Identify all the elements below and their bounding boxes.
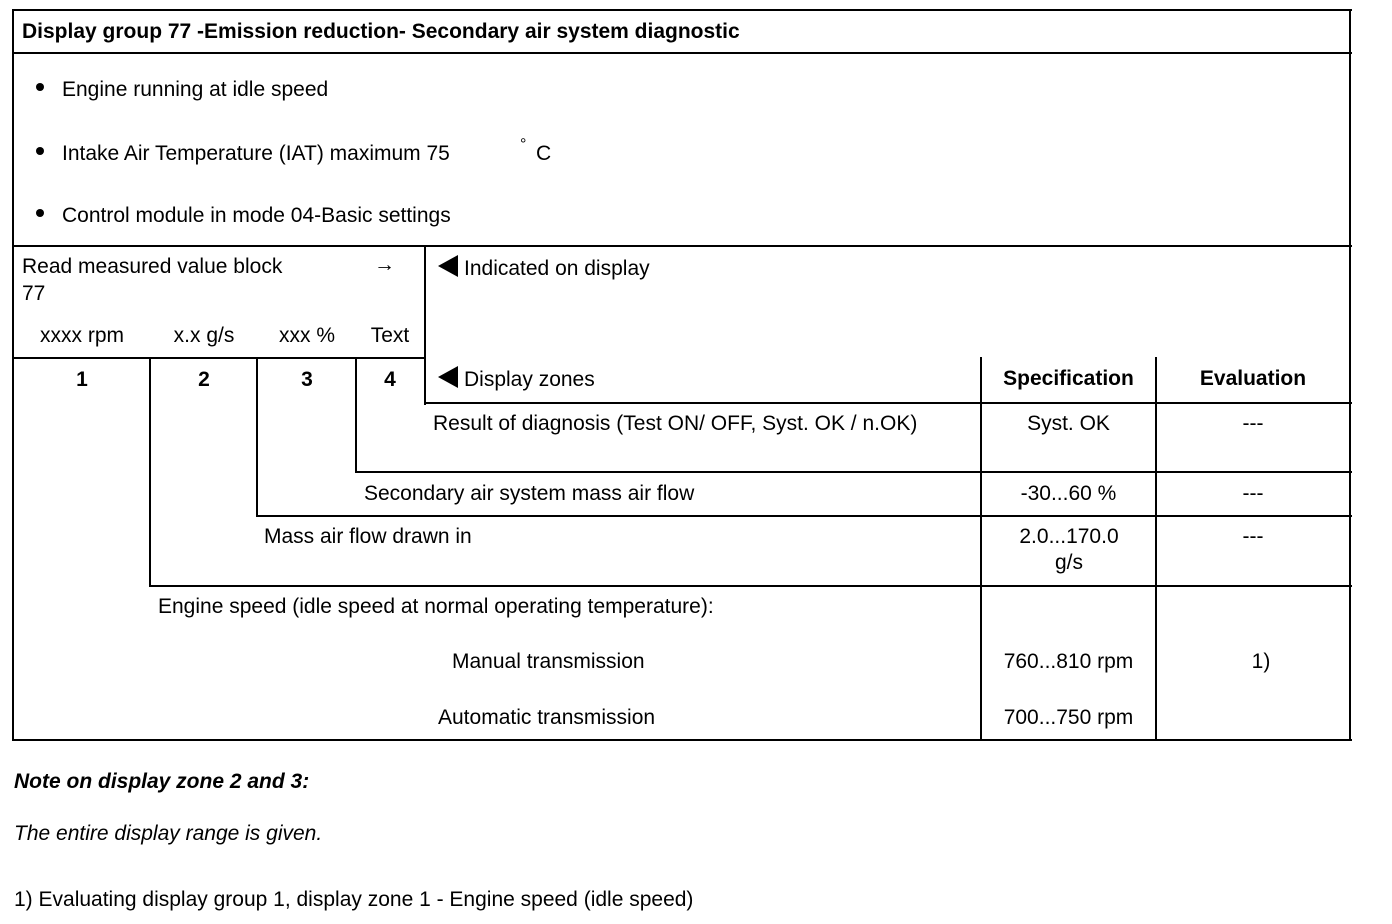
table-bottom-border: [12, 739, 1352, 741]
evaluation-header: Evaluation: [1199, 367, 1307, 390]
row-secondary-air-flow: Secondary air system mass air flow: [364, 482, 695, 505]
row-engine-speed: Engine speed (idle speed at normal operating temperature):: [158, 595, 714, 618]
zone-number-4: 4: [384, 368, 396, 391]
zone-number-2: 2: [198, 368, 210, 391]
row-mass-air-flow: Mass air flow drawn in: [264, 525, 472, 548]
table-top-border: [12, 9, 1352, 11]
triangle-left-icon: [438, 255, 458, 277]
spec-manual-transmission: 760...810 rpm: [1003, 650, 1134, 673]
triangle-left-icon: [438, 366, 458, 388]
temperature-unit: C: [536, 142, 552, 165]
specification-header: Specification: [1003, 367, 1134, 390]
unit-zone3: xxx %: [278, 324, 335, 347]
units-divider: [12, 357, 426, 359]
eval-diagnosis-result: ---: [1242, 412, 1264, 435]
row2-divider: [256, 515, 1352, 517]
indicated-divider: [424, 245, 426, 405]
row-diagnosis-result: Result of diagnosis (Test ON/ OFF, Syst. OK / n.OK): [433, 412, 918, 435]
zone-number-3: 3: [301, 368, 313, 391]
arrow-right-icon: →: [374, 253, 395, 276]
zone-number-1: 1: [76, 368, 88, 391]
automatic-transmission-label: Automatic transmission: [438, 706, 656, 729]
spec-mass-air-flow: 2.0...170.0 g/s: [1019, 525, 1119, 574]
condition-idle: Engine running at idle speed: [62, 78, 329, 101]
bullet-icon: [36, 147, 44, 155]
spec-diagnosis-result: Syst. OK: [1027, 412, 1110, 435]
header-row-divider: [424, 402, 1352, 404]
eval-secondary-air-flow: ---: [1242, 482, 1264, 505]
display-zones-header: Display zones: [464, 368, 595, 391]
title-divider: [12, 52, 1352, 54]
spec-automatic-transmission: 700...750 rpm: [1003, 706, 1134, 729]
condition-basic-settings: Control module in mode 04-Basic settings: [62, 204, 451, 227]
page-title: Display group 77 -Emission reduction- Secondary air system diagnostic: [22, 20, 740, 43]
degree-symbol: °: [520, 136, 527, 153]
bullet-icon: [36, 83, 44, 91]
row1-divider: [355, 471, 1352, 473]
bullet-icon: [36, 209, 44, 217]
unit-zone1: xxxx rpm: [40, 324, 124, 347]
table-right-border: [1349, 9, 1351, 741]
indicated-label: Indicated on display: [464, 257, 650, 280]
eval-mass-air-flow: ---: [1242, 525, 1264, 548]
footnote: 1) Evaluating display group 1, display zone 1 - Engine speed (idle speed): [14, 888, 694, 911]
row3-divider: [149, 585, 1352, 587]
conditions-divider: [12, 245, 1352, 247]
spec-secondary-air-flow: -30...60 %: [1020, 482, 1117, 505]
read-block-label: Read measured value block: [22, 255, 283, 278]
manual-transmission-label: Manual transmission: [452, 650, 645, 673]
unit-zone2: x.x g/s: [173, 324, 235, 347]
read-block-number: 77: [22, 282, 46, 305]
note-heading: Note on display zone 2 and 3:: [14, 770, 310, 793]
note-text: The entire display range is given.: [14, 822, 323, 845]
condition-iat: Intake Air Temperature (IAT) maximum 75: [62, 142, 450, 165]
unit-zone4: Text: [370, 324, 410, 347]
eval-engine-speed: 1): [1251, 650, 1271, 673]
